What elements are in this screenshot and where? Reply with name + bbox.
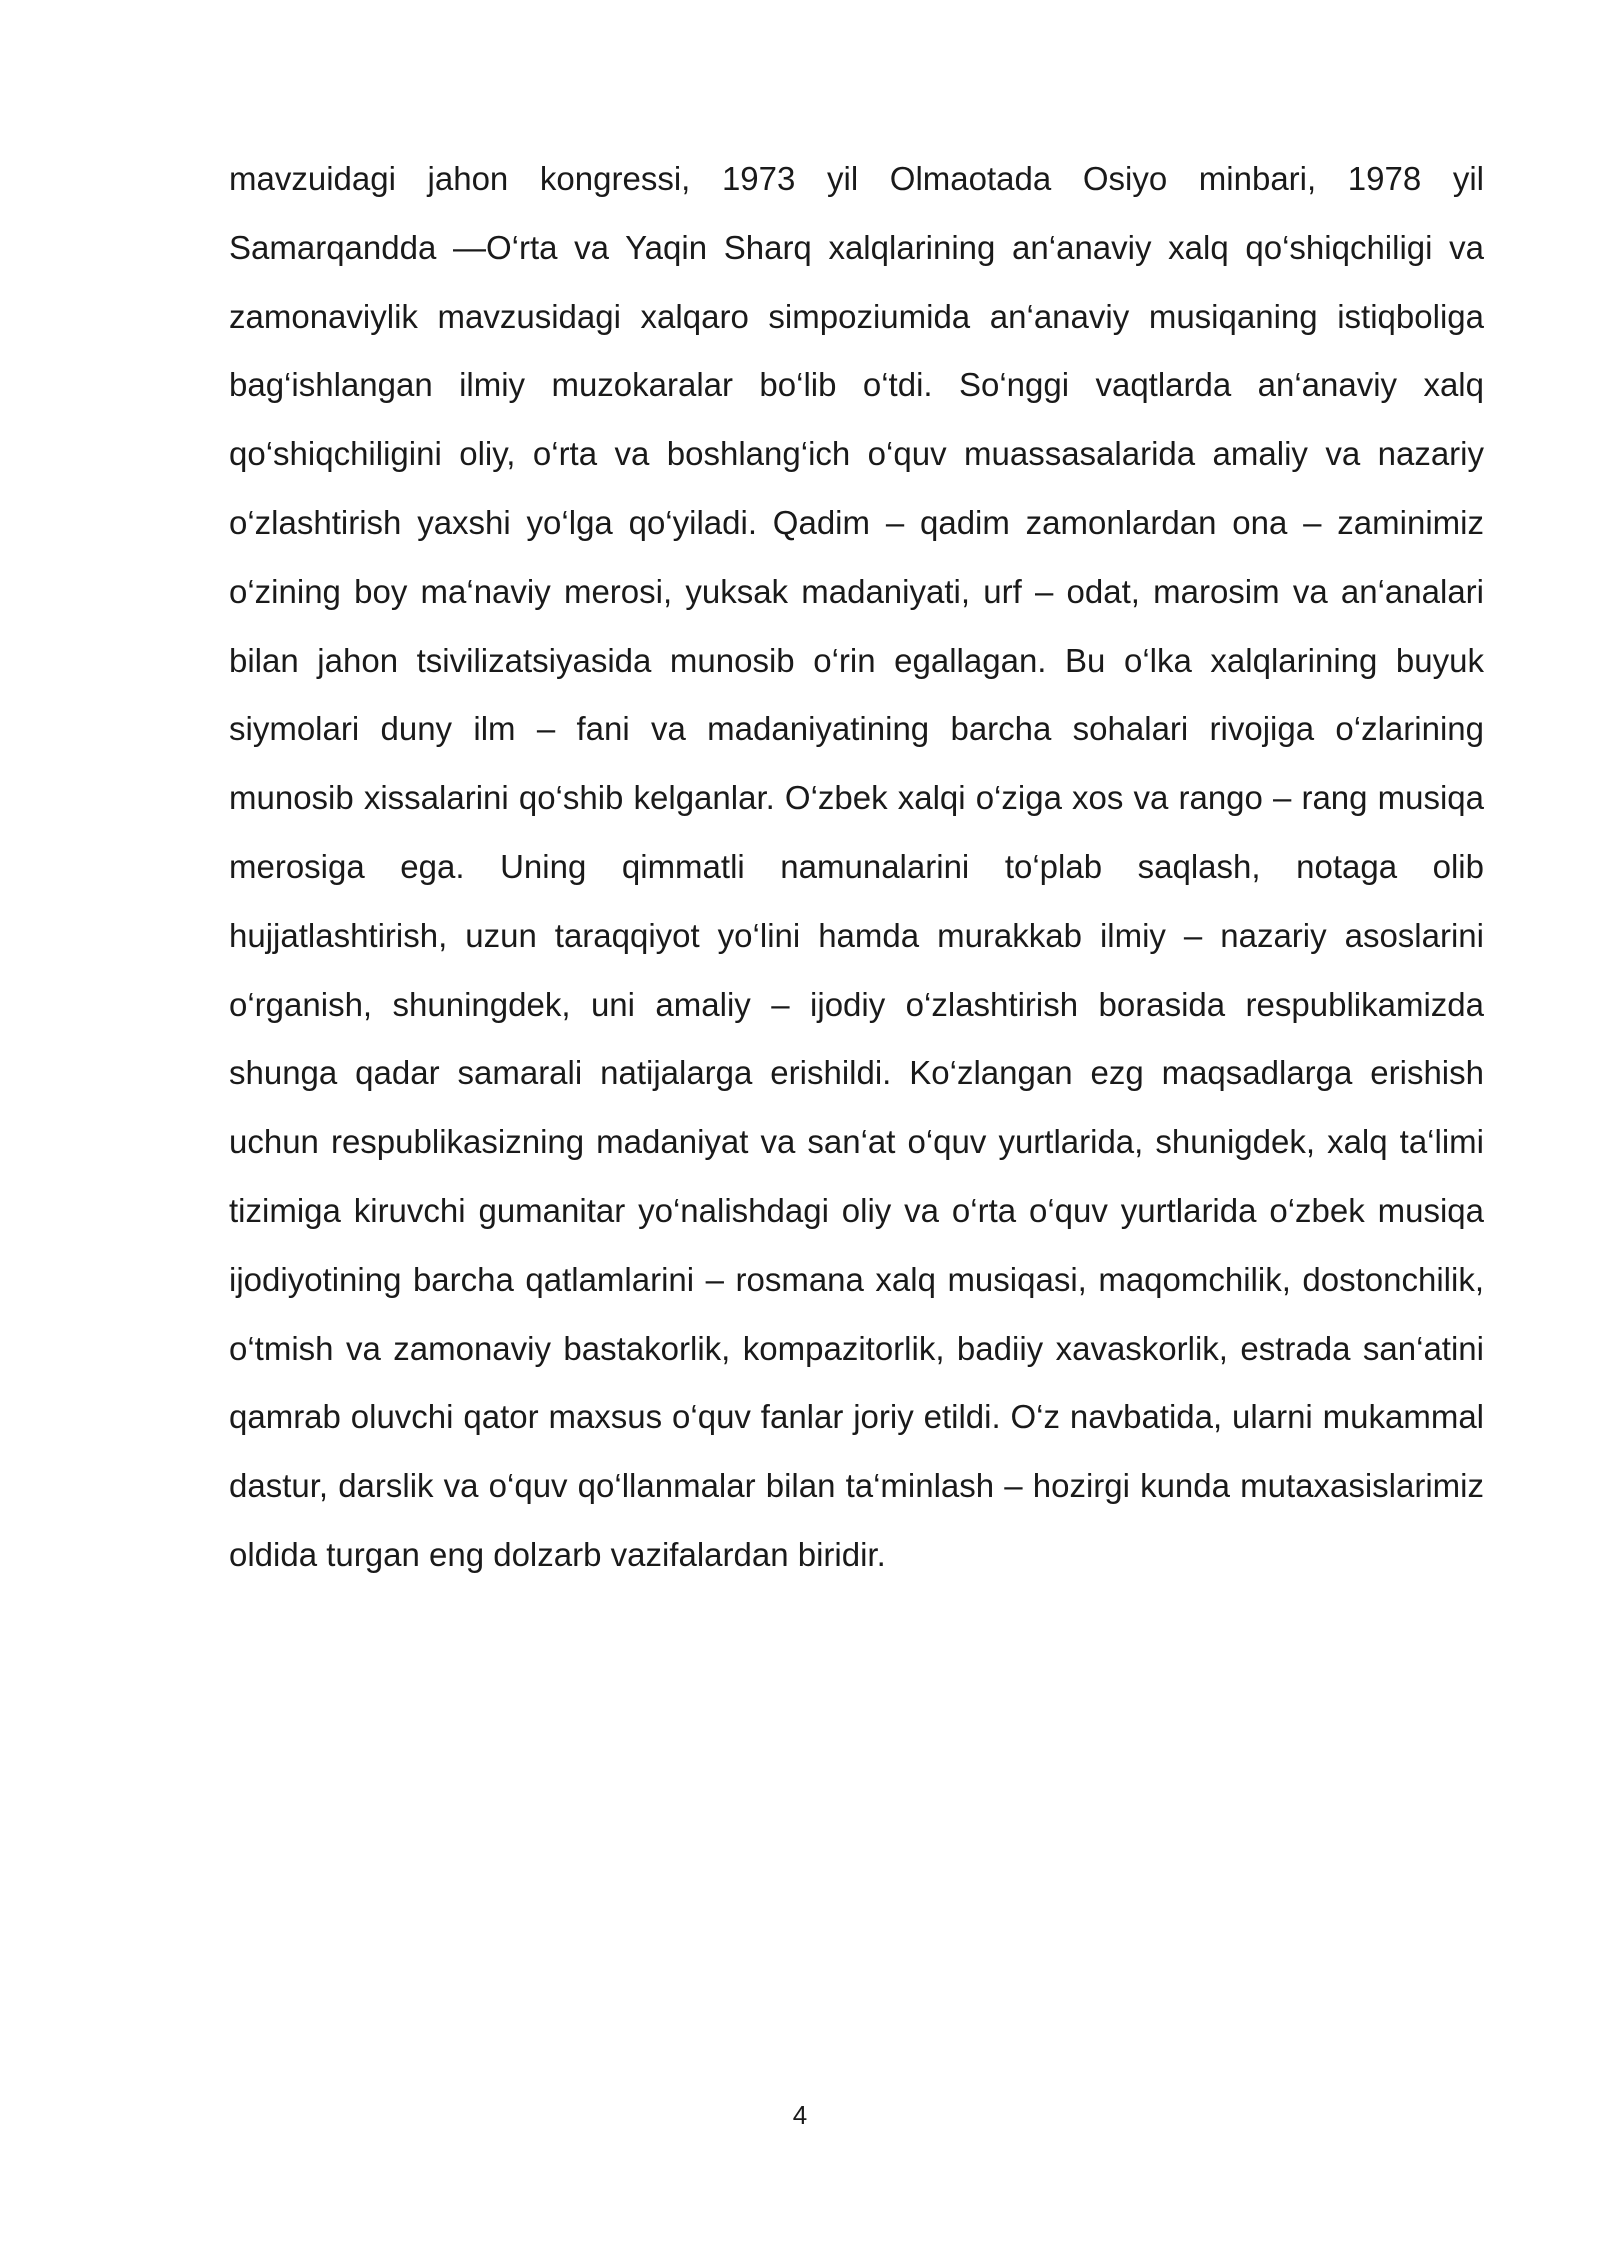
body-paragraph: mavzuidagi jahon kongressi, 1973 yil Olmaotada Osiyo minbari, 1978 yil Samarqandda —O‘rta va Yaqin Sharq xalqlarining an‘anaviy xalq qo‘shiqchiligi va zamonaviylik mavzusidagi xalqaro simpoziumida an‘anaviy musiqaning istiqboliga bag‘ishlangan ilmiy muzokaralar bo‘lib o‘tdi. So‘nggi vaqtlarda an‘anaviy xalq qo‘shiqchiligini oliy, o‘rta va boshlang‘ich o‘quv muassasalarida amaliy va nazariy o‘zlashtirish yaxshi yo‘lga qo‘yiladi. Qadim – qadim zamonlardan ona – zaminimiz o‘zining boy ma‘naviy merosi, yuksak madaniyati, urf – odat, marosim va an‘analari bilan jahon tsivilizatsiyasida munosib o‘rin egallagan. Bu o‘lka xalqlarining buyuk siymolari duny ilm – fani va madaniyatining barcha sohalari rivojiga o‘zlarining munosib xissalarini qo‘shib kelganlar. O‘zbek xalqi o‘ziga xos va rango – rang musiqa merosiga ega. Uning qimmatli namunalarini to‘plab saqlash, notaga olib hujjatlashtirish, uzun taraqqiyot yo‘lini hamda murakkab ilmiy – nazariy asoslarini o‘rganish, shuningdek, uni amaliy – ijodiy o‘zlashtirish borasida respublikamizda shunga qadar samarali natijalarga erishildi. Ko‘zlangan ezg maqsadlarga erishish uchun respublikasizning madaniyat va san‘at o‘quv yurtlarida, shunigdek, xalq ta‘limi tizimiga kiruvchi gumanitar yo‘nalishdagi oliy va o‘rta o‘quv yurtlarida o‘zbek musiqa ijodiyotining barcha qatlamlarini – rosmana xalq musiqasi, maqomchilik, dostonchilik, o‘tmish va zamonaviy bastakorlik, kompazitorlik, badiiy xavaskorlik, estrada san‘atini qamrab oluvchi qator maxsus o‘quv fanlar joriy etildi. O‘z navbatida, ularni mukammal dastur, darslik va o‘quv qo‘llanmalar bilan ta‘minlash – hozirgi kunda mutaxasislarimiz oldida turgan eng dolzarb vazifalardan biridir. <box>229 160 1484 1573</box>
page-number: 4 <box>792 2100 808 2130</box>
